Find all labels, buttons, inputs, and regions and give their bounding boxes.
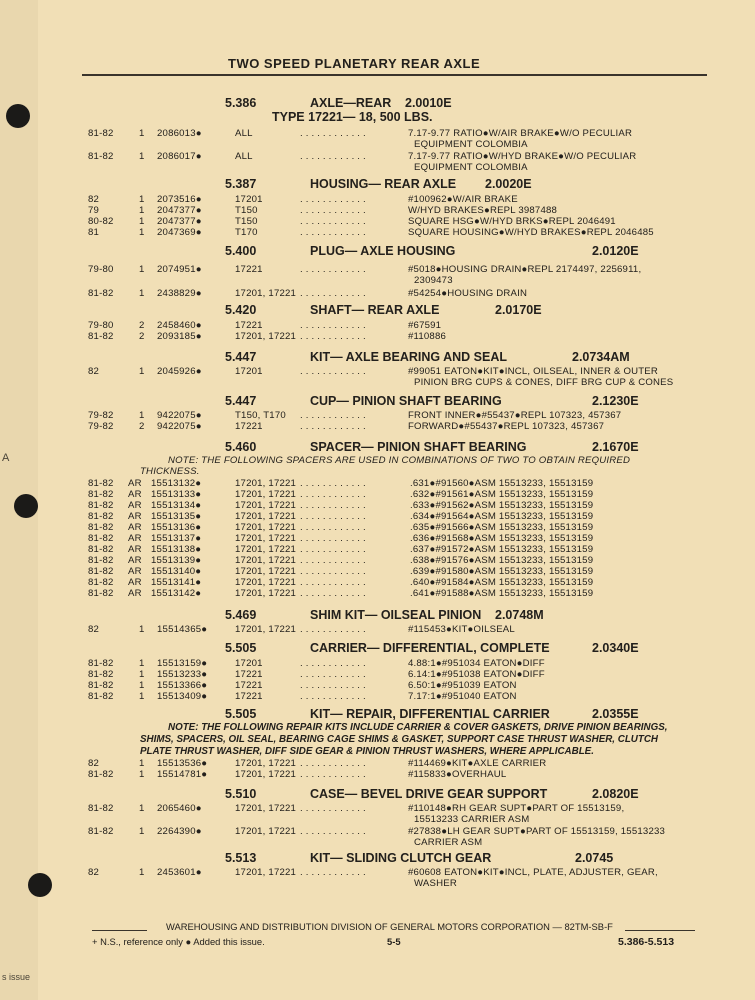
section-code: 2.0120E bbox=[592, 244, 639, 258]
section-number: 5.447 bbox=[225, 350, 257, 364]
row-description-cont: 15513233 CARRIER ASM bbox=[414, 814, 530, 825]
row-part-number: 15513140● bbox=[151, 566, 202, 577]
row-year: 81-82 bbox=[88, 288, 114, 299]
row-description: #27838●LH GEAR SUPT●PART OF 15513159, 15513233 bbox=[408, 826, 666, 837]
leader-dots: . . . . . . . . . . . . bbox=[300, 128, 366, 139]
section-code: 2.0170E bbox=[495, 303, 542, 317]
row-application: 17201, 17221 bbox=[235, 489, 297, 500]
row-quantity: 1 bbox=[139, 410, 145, 421]
edge-letter: A bbox=[2, 452, 10, 464]
row-description: .641●#91588●ASM 15513233, 15513159 bbox=[410, 588, 594, 599]
leader-dots: . . . . . . . . . . . . bbox=[300, 320, 366, 331]
row-year: 81-82 bbox=[88, 588, 114, 599]
row-description: #54254●HOUSING DRAIN bbox=[408, 288, 528, 299]
section-title: SHAFT— REAR AXLE bbox=[310, 303, 440, 317]
row-part-number: 15513137● bbox=[151, 533, 202, 544]
row-quantity: 1 bbox=[139, 288, 145, 299]
row-part-number: 15513366● bbox=[157, 680, 208, 691]
section-number: 5.447 bbox=[225, 394, 257, 408]
row-description-cont: PINION BRG CUPS & CONES, DIFF BRG CUP & CONES bbox=[414, 377, 674, 388]
row-year: 80-82 bbox=[88, 216, 114, 227]
section-code: 2.0355E bbox=[592, 707, 639, 721]
row-quantity: 1 bbox=[139, 691, 145, 702]
row-application: 17201, 17221 bbox=[235, 533, 297, 544]
row-part-number: 2264390● bbox=[157, 826, 202, 837]
row-application: ALL bbox=[235, 151, 253, 162]
row-description: 6.14:1●#951038 EATON●DIFF bbox=[408, 669, 545, 680]
row-year: 79-82 bbox=[88, 421, 114, 432]
row-part-number: 15513139● bbox=[151, 555, 202, 566]
row-part-number: 15513138● bbox=[151, 544, 202, 555]
section-code: 2.0745 bbox=[575, 851, 614, 865]
row-application: 17201, 17221 bbox=[235, 867, 297, 878]
section-title: SHIM KIT— OILSEAL PINION bbox=[310, 608, 482, 622]
row-application: 17221 bbox=[235, 669, 263, 680]
row-application: 17201, 17221 bbox=[235, 511, 297, 522]
leader-dots: . . . . . . . . . . . . bbox=[300, 544, 366, 555]
section-code: 2.1670E bbox=[592, 440, 639, 454]
row-year: 81-82 bbox=[88, 658, 114, 669]
row-year: 81-82 bbox=[88, 500, 114, 511]
row-part-number: 2458460● bbox=[157, 320, 202, 331]
row-quantity: 1 bbox=[139, 194, 145, 205]
row-quantity: 2 bbox=[139, 421, 145, 432]
row-part-number: 15513133● bbox=[151, 489, 202, 500]
row-application: 17201, 17221 bbox=[235, 566, 297, 577]
row-description: 7.17:1●#951040 EATON bbox=[408, 691, 517, 702]
row-year: 79-80 bbox=[88, 264, 114, 275]
section-code: 2.0734AM bbox=[572, 350, 630, 364]
row-application: T150 bbox=[235, 205, 258, 216]
row-description: SQUARE HSG●W/HYD BRKS●REPL 2046491 bbox=[408, 216, 616, 227]
row-part-number: 15513141● bbox=[151, 577, 202, 588]
section-number: 5.510 bbox=[225, 787, 257, 801]
row-year: 81-82 bbox=[88, 680, 114, 691]
row-year: 81-82 bbox=[88, 826, 114, 837]
row-year: 81-82 bbox=[88, 331, 114, 342]
row-quantity: AR bbox=[128, 577, 142, 588]
row-description: .639●#91580●ASM 15513233, 15513159 bbox=[410, 566, 594, 577]
section-code: 2.0340E bbox=[592, 641, 639, 655]
row-year: 81-82 bbox=[88, 691, 114, 702]
section-title: KIT— SLIDING CLUTCH GEAR bbox=[310, 851, 492, 865]
footer-rule-right bbox=[625, 930, 695, 931]
row-part-number: 15513159● bbox=[157, 658, 208, 669]
row-description: .633●#91562●ASM 15513233, 15513159 bbox=[410, 500, 594, 511]
row-quantity: 1 bbox=[139, 758, 145, 769]
leader-dots: . . . . . . . . . . . . bbox=[300, 588, 366, 599]
section-code: 2.1230E bbox=[592, 394, 639, 408]
catalog-page bbox=[38, 0, 755, 1000]
row-description-cont: CARRIER ASM bbox=[414, 837, 483, 848]
section-number: 5.505 bbox=[225, 641, 257, 655]
header-rule bbox=[82, 74, 707, 76]
row-description: .634●#91564●ASM 15513233, 15513159 bbox=[410, 511, 594, 522]
section-note: PLATE THRUST WASHER, DIFF SIDE GEAR & PINION THRUST WASHERS, WHERE APPLICABLE. bbox=[140, 746, 594, 757]
row-year: 79-82 bbox=[88, 410, 114, 421]
leader-dots: . . . . . . . . . . . . bbox=[300, 669, 366, 680]
row-part-number: 2047377● bbox=[157, 205, 202, 216]
row-description-cont: 2309473 bbox=[414, 275, 453, 286]
section-note: THICKNESS. bbox=[140, 466, 200, 477]
row-quantity: 1 bbox=[139, 658, 145, 669]
footer-range: 5.386-5.513 bbox=[618, 936, 675, 948]
section-number: 5.387 bbox=[225, 177, 257, 191]
row-application: 17201, 17221 bbox=[235, 555, 297, 566]
row-quantity: AR bbox=[128, 533, 142, 544]
row-part-number: 2438829● bbox=[157, 288, 202, 299]
leader-dots: . . . . . . . . . . . . bbox=[300, 826, 366, 837]
row-year: 81 bbox=[88, 227, 100, 238]
row-quantity: AR bbox=[128, 544, 142, 555]
binder-hole bbox=[28, 873, 52, 897]
row-application: 17201, 17221 bbox=[235, 500, 297, 511]
row-part-number: 15514781● bbox=[157, 769, 208, 780]
row-description: #67591 bbox=[408, 320, 442, 331]
row-year: 81-82 bbox=[88, 522, 114, 533]
row-year: 82 bbox=[88, 194, 100, 205]
row-application: T150, T170 bbox=[235, 410, 286, 421]
row-description: SQUARE HOUSING●W/HYD BRAKES●REPL 2046485 bbox=[408, 227, 654, 238]
leader-dots: . . . . . . . . . . . . bbox=[300, 205, 366, 216]
section-note: SHIMS, SPACERS, OIL SEAL, BEARING CAGE SHIMS & GASKET, SUPPORT CASE THRUST WASHER, CLUTCH bbox=[140, 734, 659, 745]
row-year: 81-82 bbox=[88, 489, 114, 500]
row-application: 17201, 17221 bbox=[235, 769, 297, 780]
row-quantity: 1 bbox=[139, 826, 145, 837]
row-quantity: 1 bbox=[139, 624, 145, 635]
row-part-number: 15513233● bbox=[157, 669, 208, 680]
leader-dots: . . . . . . . . . . . . bbox=[300, 511, 366, 522]
section-number: 5.460 bbox=[225, 440, 257, 454]
row-year: 81-82 bbox=[88, 151, 114, 162]
leader-dots: . . . . . . . . . . . . bbox=[300, 522, 366, 533]
section-title: CUP— PINION SHAFT BEARING bbox=[310, 394, 502, 408]
row-quantity: AR bbox=[128, 500, 142, 511]
row-part-number: 15514365● bbox=[157, 624, 208, 635]
section-code: 2.0820E bbox=[592, 787, 639, 801]
row-application: 17201, 17221 bbox=[235, 478, 297, 489]
row-description: #99051 EATON●KIT●INCL, OILSEAL, INNER & OUTER bbox=[408, 366, 659, 377]
section-title: AXLE—REAR bbox=[310, 96, 392, 110]
row-description: #100962●W/AIR BRAKE bbox=[408, 194, 518, 205]
leader-dots: . . . . . . . . . . . . bbox=[300, 421, 366, 432]
leader-dots: . . . . . . . . . . . . bbox=[300, 478, 366, 489]
row-description: #5018●HOUSING DRAIN●REPL 2174497, 2256911, bbox=[408, 264, 642, 275]
row-application: 17221 bbox=[235, 691, 263, 702]
leader-dots: . . . . . . . . . . . . bbox=[300, 555, 366, 566]
section-title: CASE— BEVEL DRIVE GEAR SUPPORT bbox=[310, 787, 548, 801]
row-description: #115453●KIT●OILSEAL bbox=[408, 624, 515, 635]
section-title: CARRIER— DIFFERENTIAL, COMPLETE bbox=[310, 641, 550, 655]
row-year: 81-82 bbox=[88, 511, 114, 522]
row-year: 79-80 bbox=[88, 320, 114, 331]
section-note: NOTE: THE FOLLOWING SPACERS ARE USED IN COMBINATIONS OF TWO TO OBTAIN REQUIRED bbox=[168, 455, 631, 466]
row-year: 81-82 bbox=[88, 555, 114, 566]
row-year: 81-82 bbox=[88, 128, 114, 139]
row-part-number: 9422075● bbox=[157, 410, 202, 421]
row-application: 17201 bbox=[235, 194, 263, 205]
row-quantity: 1 bbox=[139, 128, 145, 139]
row-quantity: AR bbox=[128, 555, 142, 566]
row-quantity: AR bbox=[128, 478, 142, 489]
row-part-number: 15513142● bbox=[151, 588, 202, 599]
leader-dots: . . . . . . . . . . . . bbox=[300, 151, 366, 162]
row-part-number: 2086017● bbox=[157, 151, 202, 162]
edge-issue-text: s issue bbox=[2, 972, 31, 982]
row-quantity: 2 bbox=[139, 331, 145, 342]
section-code: 2.0010E bbox=[405, 96, 452, 110]
row-quantity: 1 bbox=[139, 205, 145, 216]
row-part-number: 15513536● bbox=[157, 758, 208, 769]
footer-legend: + N.S., reference only ● Added this issue. bbox=[92, 936, 265, 947]
leader-dots: . . . . . . . . . . . . bbox=[300, 867, 366, 878]
row-quantity: 1 bbox=[139, 769, 145, 780]
row-description: #114469●KIT●AXLE CARRIER bbox=[408, 758, 547, 769]
section-number: 5.386 bbox=[225, 96, 257, 110]
leader-dots: . . . . . . . . . . . . bbox=[300, 500, 366, 511]
row-application: 17221 bbox=[235, 320, 263, 331]
footer-rule-left bbox=[92, 930, 147, 931]
row-part-number: 2047377● bbox=[157, 216, 202, 227]
leader-dots: . . . . . . . . . . . . bbox=[300, 803, 366, 814]
leader-dots: . . . . . . . . . . . . bbox=[300, 288, 366, 299]
footer-page-number: 5-5 bbox=[387, 936, 401, 947]
row-description: 6.50:1●#951039 EATON bbox=[408, 680, 517, 691]
section-code: 2.0748M bbox=[495, 608, 544, 622]
row-year: 81-82 bbox=[88, 577, 114, 588]
section-title: SPACER— PINION SHAFT BEARING bbox=[310, 440, 527, 454]
row-part-number: 2047369● bbox=[157, 227, 202, 238]
row-description: .635●#91566●ASM 15513233, 15513159 bbox=[410, 522, 594, 533]
row-application: 17221 bbox=[235, 680, 263, 691]
row-part-number: 2453601● bbox=[157, 867, 202, 878]
row-quantity: 1 bbox=[139, 867, 145, 878]
row-description: W/HYD BRAKES●REPL 3987488 bbox=[408, 205, 558, 216]
section-title: KIT— AXLE BEARING AND SEAL bbox=[310, 350, 507, 364]
row-quantity: 1 bbox=[139, 680, 145, 691]
row-year: 81-82 bbox=[88, 478, 114, 489]
leader-dots: . . . . . . . . . . . . bbox=[300, 194, 366, 205]
row-application: 17201, 17221 bbox=[235, 826, 297, 837]
row-description: FRONT INNER●#55437●REPL 107323, 457367 bbox=[408, 410, 622, 421]
row-part-number: 15513135● bbox=[151, 511, 202, 522]
page-title: TWO SPEED PLANETARY REAR AXLE bbox=[228, 56, 481, 71]
row-description: .631●#91560●ASM 15513233, 15513159 bbox=[410, 478, 594, 489]
row-part-number: 15513132● bbox=[151, 478, 202, 489]
row-part-number: 2093185● bbox=[157, 331, 202, 342]
row-description: 4.88:1●#951034 EATON●DIFF bbox=[408, 658, 545, 669]
row-quantity: 2 bbox=[139, 320, 145, 331]
section-number: 5.469 bbox=[225, 608, 257, 622]
row-application: 17201 bbox=[235, 366, 263, 377]
row-year: 81-82 bbox=[88, 769, 114, 780]
section-number: 5.505 bbox=[225, 707, 257, 721]
row-description: 7.17-9.77 RATIO●W/AIR BRAKE●W/O PECULIAR bbox=[408, 128, 633, 139]
row-part-number: 15513136● bbox=[151, 522, 202, 533]
footer-division: WAREHOUSING AND DISTRIBUTION DIVISION OF GENERAL MOTORS CORPORATION — 82TM-SB-F bbox=[166, 921, 613, 932]
row-application: 17201, 17221 bbox=[235, 577, 297, 588]
row-application: 17201 bbox=[235, 658, 263, 669]
leader-dots: . . . . . . . . . . . . bbox=[300, 489, 366, 500]
section-title: PLUG— AXLE HOUSING bbox=[310, 244, 456, 258]
row-application: 17221 bbox=[235, 421, 263, 432]
leader-dots: . . . . . . . . . . . . bbox=[300, 758, 366, 769]
row-part-number: 15513134● bbox=[151, 500, 202, 511]
row-quantity: AR bbox=[128, 588, 142, 599]
row-description: .638●#91576●ASM 15513233, 15513159 bbox=[410, 555, 594, 566]
leader-dots: . . . . . . . . . . . . bbox=[300, 577, 366, 588]
section-title: KIT— REPAIR, DIFFERENTIAL CARRIER bbox=[310, 707, 550, 721]
row-quantity: 1 bbox=[139, 151, 145, 162]
row-quantity: AR bbox=[128, 522, 142, 533]
binder-hole bbox=[14, 494, 38, 518]
row-description: #110148●RH GEAR SUPT●PART OF 15513159, bbox=[408, 803, 625, 814]
leader-dots: . . . . . . . . . . . . bbox=[300, 658, 366, 669]
leader-dots: . . . . . . . . . . . . bbox=[300, 227, 366, 238]
row-quantity: AR bbox=[128, 566, 142, 577]
leader-dots: . . . . . . . . . . . . bbox=[300, 691, 366, 702]
row-quantity: 1 bbox=[139, 216, 145, 227]
row-application: 17201, 17221 bbox=[235, 588, 297, 599]
row-quantity: 1 bbox=[139, 366, 145, 377]
row-description: .636●#91568●ASM 15513233, 15513159 bbox=[410, 533, 594, 544]
row-part-number: 2073516● bbox=[157, 194, 202, 205]
row-part-number: 2074951● bbox=[157, 264, 202, 275]
leader-dots: . . . . . . . . . . . . bbox=[300, 769, 366, 780]
row-description: 7.17-9.77 RATIO●W/HYD BRAKE●W/O PECULIAR bbox=[408, 151, 637, 162]
section-number: 5.420 bbox=[225, 303, 257, 317]
row-quantity: 1 bbox=[139, 669, 145, 680]
section-code: 2.0020E bbox=[485, 177, 532, 191]
row-year: 81-82 bbox=[88, 566, 114, 577]
row-year: 81-82 bbox=[88, 669, 114, 680]
row-application: 17201, 17221 bbox=[235, 624, 297, 635]
section-subtitle: TYPE 17221— 18, 500 LBS. bbox=[272, 110, 433, 124]
row-quantity: 1 bbox=[139, 227, 145, 238]
row-application: 17221 bbox=[235, 264, 263, 275]
row-year: 79 bbox=[88, 205, 100, 216]
leader-dots: . . . . . . . . . . . . bbox=[300, 680, 366, 691]
row-description-cont: EQUIPMENT COLOMBIA bbox=[414, 162, 528, 173]
leader-dots: . . . . . . . . . . . . bbox=[300, 410, 366, 421]
row-year: 81-82 bbox=[88, 544, 114, 555]
row-application: 17201, 17221 bbox=[235, 522, 297, 533]
section-note: NOTE: THE FOLLOWING REPAIR KITS INCLUDE CARRIER & COVER GASKETS, DRIVE PINION BEARINGS, bbox=[168, 722, 668, 733]
leader-dots: . . . . . . . . . . . . bbox=[300, 566, 366, 577]
row-description: .640●#91584●ASM 15513233, 15513159 bbox=[410, 577, 594, 588]
row-year: 82 bbox=[88, 366, 100, 377]
row-year: 82 bbox=[88, 624, 100, 635]
row-year: 82 bbox=[88, 758, 100, 769]
binder-hole bbox=[6, 104, 30, 128]
leader-dots: . . . . . . . . . . . . bbox=[300, 533, 366, 544]
row-quantity: AR bbox=[128, 511, 142, 522]
row-part-number: 2065460● bbox=[157, 803, 202, 814]
row-part-number: 2086013● bbox=[157, 128, 202, 139]
row-description: .637●#91572●ASM 15513233, 15513159 bbox=[410, 544, 594, 555]
section-number: 5.400 bbox=[225, 244, 257, 258]
row-description: #115833●OVERHAUL bbox=[408, 769, 507, 780]
row-part-number: 15513409● bbox=[157, 691, 208, 702]
row-quantity: AR bbox=[128, 489, 142, 500]
row-application: 17201, 17221 bbox=[235, 803, 297, 814]
row-application: 17201, 17221 bbox=[235, 331, 297, 342]
row-application: ALL bbox=[235, 128, 253, 139]
leader-dots: . . . . . . . . . . . . bbox=[300, 216, 366, 227]
row-quantity: 1 bbox=[139, 803, 145, 814]
leader-dots: . . . . . . . . . . . . bbox=[300, 264, 366, 275]
leader-dots: . . . . . . . . . . . . bbox=[300, 366, 366, 377]
leader-dots: . . . . . . . . . . . . bbox=[300, 624, 366, 635]
row-application: T150 bbox=[235, 216, 258, 227]
row-description-cont: EQUIPMENT COLOMBIA bbox=[414, 139, 528, 150]
row-description: #110886 bbox=[408, 331, 447, 342]
section-title: HOUSING— REAR AXLE bbox=[310, 177, 457, 191]
row-part-number: 2045926● bbox=[157, 366, 202, 377]
row-description: .632●#91561●ASM 15513233, 15513159 bbox=[410, 489, 594, 500]
row-quantity: 1 bbox=[139, 264, 145, 275]
row-application: 17201, 17221 bbox=[235, 544, 297, 555]
leader-dots: . . . . . . . . . . . . bbox=[300, 331, 366, 342]
row-year: 81-82 bbox=[88, 803, 114, 814]
row-description: FORWARD●#55437●REPL 107323, 457367 bbox=[408, 421, 605, 432]
row-year: 81-82 bbox=[88, 533, 114, 544]
row-description-cont: WASHER bbox=[414, 878, 457, 889]
row-year: 82 bbox=[88, 867, 100, 878]
section-number: 5.513 bbox=[225, 851, 257, 865]
row-part-number: 9422075● bbox=[157, 421, 202, 432]
row-application: T170 bbox=[235, 227, 258, 238]
row-application: 17201, 17221 bbox=[235, 288, 297, 299]
row-description: #60608 EATON●KIT●INCL, PLATE, ADJUSTER, GEAR, bbox=[408, 867, 658, 878]
row-application: 17201, 17221 bbox=[235, 758, 297, 769]
